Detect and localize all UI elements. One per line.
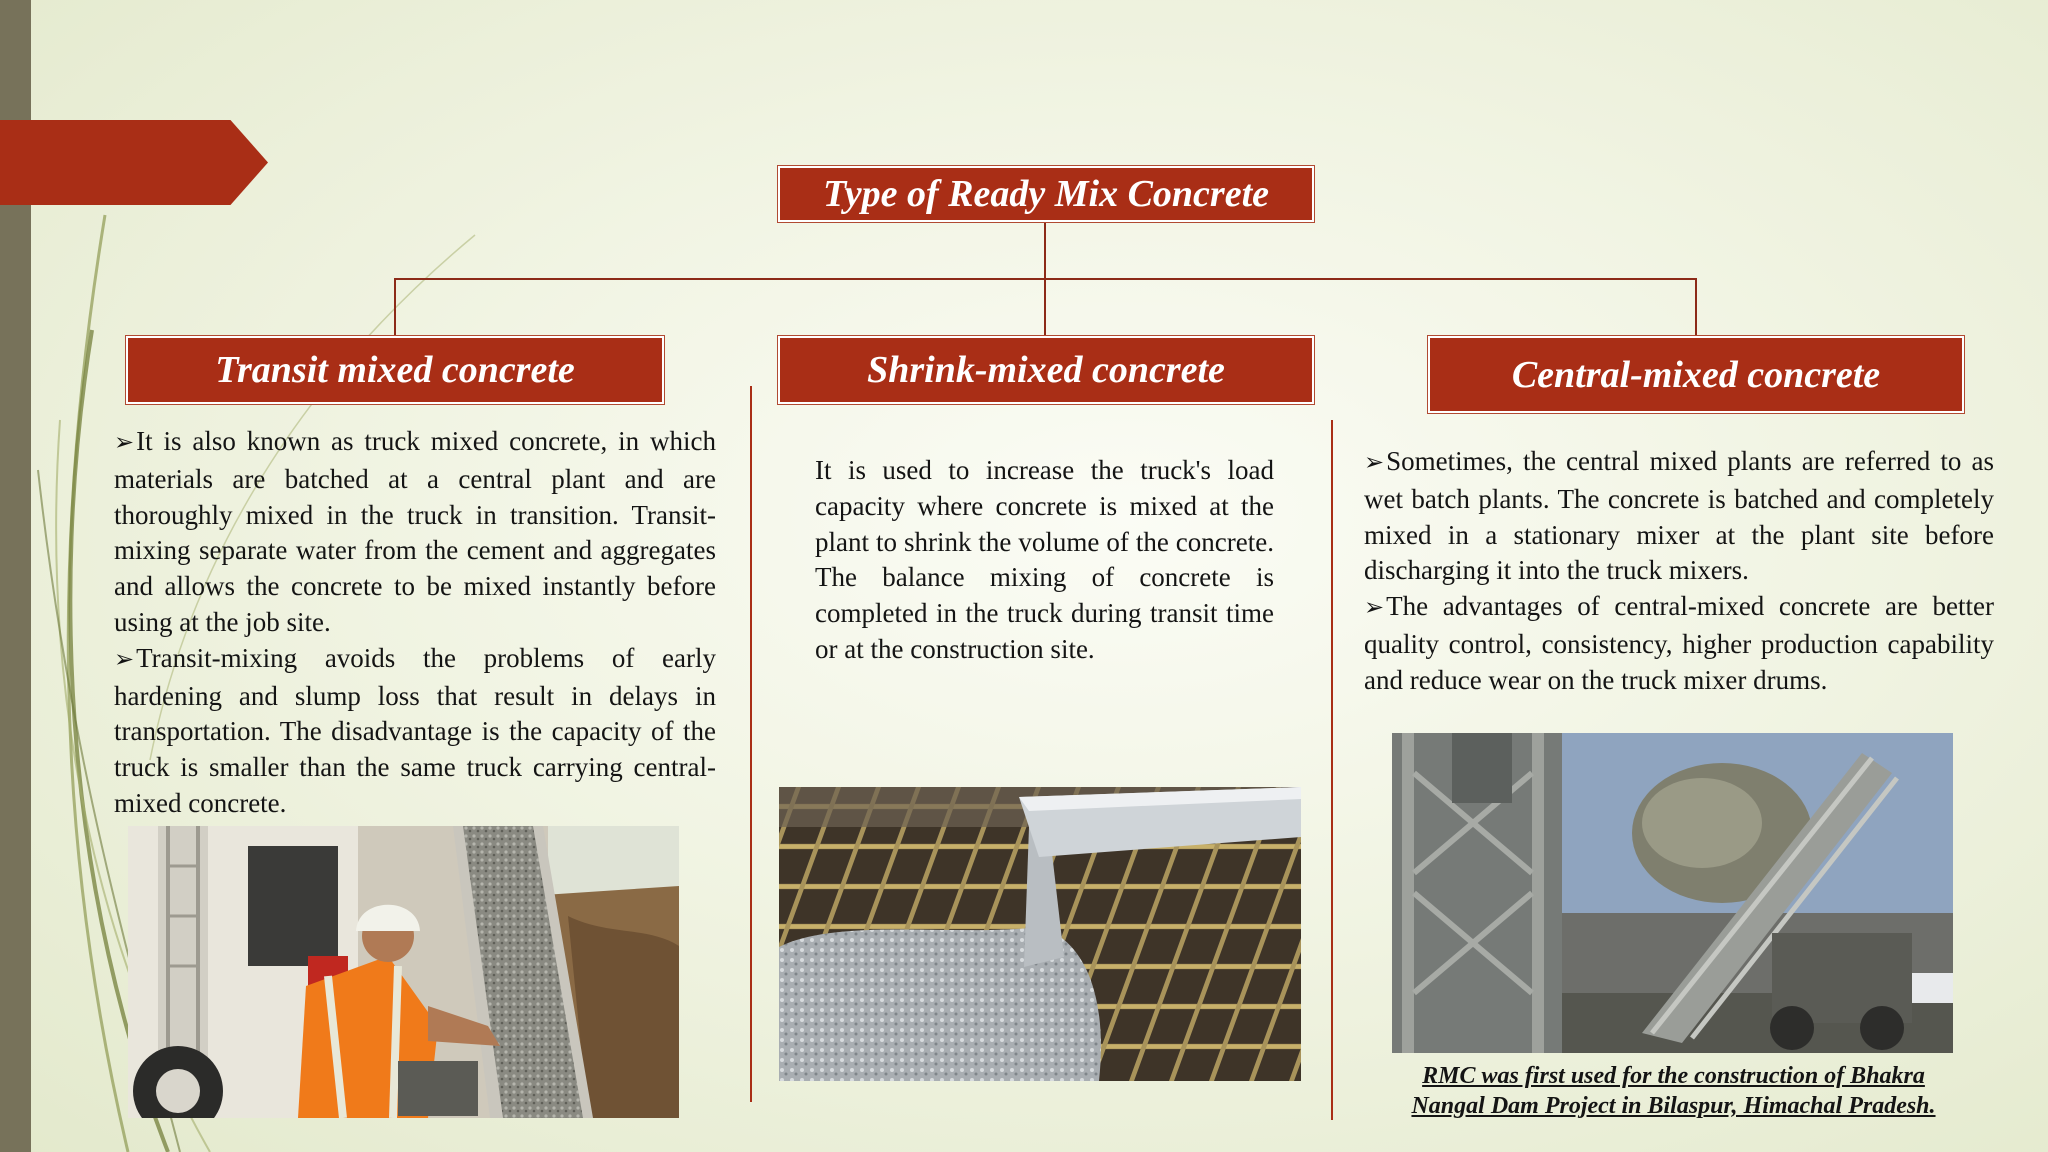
shrink-heading: Shrink-mixed concrete <box>867 349 1225 391</box>
transit-description <box>114 424 716 822</box>
transit-paragraph-1: ➢ It is also known as truck mixed concrete, in which materials are batched at a central plant and are thoroughly mixed in the truck in transition. Transit-mixing separate water from the cement and aggregates and allows the concrete to be mixed instantly before using at the job site. <box>114 424 716 641</box>
transit-heading-box <box>126 336 664 404</box>
transit-mixer-photo <box>128 826 679 1118</box>
connector-left <box>394 278 396 336</box>
shrink-heading-box <box>778 336 1314 404</box>
central-description <box>1364 444 1994 699</box>
connector-right <box>1695 278 1697 336</box>
shrink-description <box>815 453 1274 668</box>
column-divider-right <box>1331 420 1333 1120</box>
central-heading-box <box>1428 336 1964 413</box>
connector-middle <box>1044 278 1046 336</box>
caption-note: RMC was first used for the construction of Bhakra Nangal Dam Project in Bilaspur, Himachal Pradesh. <box>1411 1063 1936 1119</box>
diagram-title-box <box>778 166 1314 222</box>
shrink-pour-photo <box>779 787 1301 1081</box>
central-paragraph-1: ➢ Sometimes, the central mixed plants are referred to as wet batch plants. The concrete is batched and completely mixed in a stationary mixer at the plant site before discharging it into the truck mixers. <box>1364 444 1994 589</box>
transit-paragraph-2: ➢ Transit-mixing avoids the problems of early hardening and slump loss that result in delays in transportation. The disadvantage is the capacity of the truck is smaller than the same truck carrying central-mixed concrete. <box>114 641 716 822</box>
connector-title-down <box>1044 222 1046 279</box>
shrink-paragraph-1: It is used to increase the truck's load capacity where concrete is mixed at the plant to shrink the volume of the concrete. The balance mixing of concrete is completed in the truck during transit time or at the construction site. <box>815 455 1274 664</box>
central-plant-photo <box>1392 733 1953 1053</box>
diagram-title: Type of Ready Mix Concrete <box>822 173 1270 215</box>
central-heading: Central-mixed concrete <box>1511 353 1881 396</box>
column-divider-left <box>750 386 752 1102</box>
transit-heading: Transit mixed concrete <box>215 349 575 391</box>
central-paragraph-2: ➢ The advantages of central-mixed concrete are better quality control, consistency, higher production capability and reduce wear on the truck mixer drums. <box>1364 589 1994 698</box>
